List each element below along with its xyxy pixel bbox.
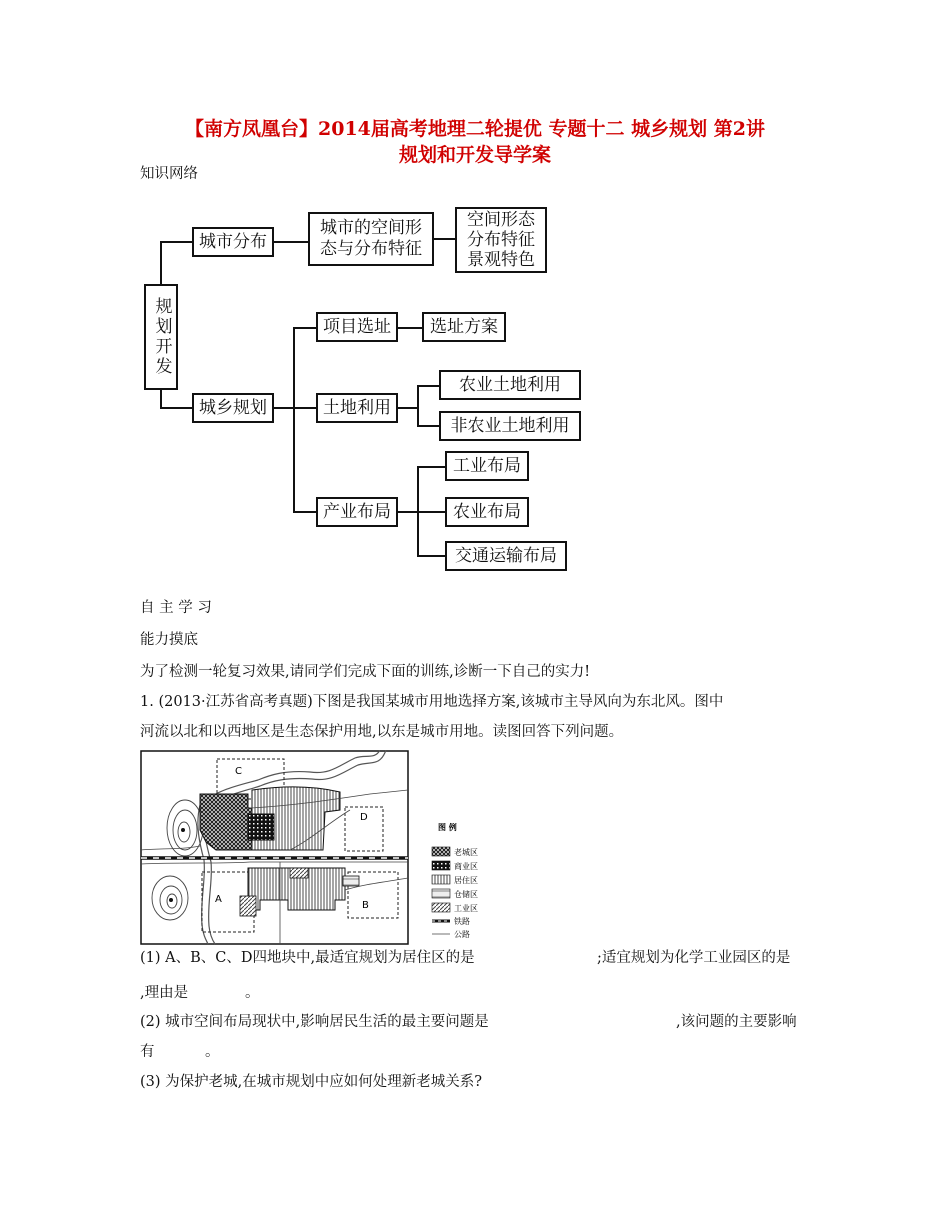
mindmap-node-industry-layout: 产业布局	[316, 497, 398, 527]
parcel-label-b: B	[362, 900, 369, 911]
mindmap-node-land-use: 土地利用	[316, 393, 398, 423]
q1-2-part-b: ,该问题的主要影响	[676, 1014, 797, 1030]
mindmap-node-nonagri-land: 非农业土地利用	[439, 411, 581, 441]
mindmap-node-transport: 交通运输布局	[445, 541, 567, 571]
mindmap-node-industrial: 工业布局	[445, 451, 529, 481]
doc-title-line1: 【南方凤凰台】2014届高考地理二轮提优 专题十二 城乡规划 第2讲	[185, 118, 765, 140]
mindmap-node-urban-rural-planning: 城乡规划	[192, 393, 274, 423]
q1-1-part-d: 。	[245, 985, 260, 1001]
mindmap-node-site-selection: 项目选址	[316, 312, 398, 342]
mindmap-node-agricultural: 农业布局	[445, 497, 529, 527]
q1-1-part-b: ;适宜规划为化学工业园区的是	[597, 950, 791, 966]
feature-item: 空间形态	[467, 210, 535, 230]
q1-3: (3) 为保护老城,在城市规划中应如何处理新老城关系?	[140, 1074, 483, 1090]
legend-residential: 居住区	[454, 876, 478, 885]
ability-heading: 能力摸底	[140, 632, 198, 648]
city-land-use-map	[140, 750, 520, 946]
q1-line2: 河流以北和以西地区是生态保护用地,以东是城市用地。读图回答下列问题。	[140, 724, 624, 740]
mindmap-node-site-plan: 选址方案	[422, 312, 506, 342]
mindmap-node-city-distribution: 城市分布	[192, 227, 274, 257]
parcel-label-c: C	[235, 766, 242, 777]
q1-1-part-c: ,理由是	[140, 985, 189, 1001]
mindmap-node-spatial-form: 城市的空间形态与分布特征	[308, 212, 434, 266]
legend-industrial: 工业区	[454, 904, 478, 913]
legend-road: 公路	[454, 930, 470, 939]
parcel-label-d: D	[360, 812, 368, 823]
q1-2-part-c: 有	[140, 1044, 155, 1060]
legend-commercial: 商业区	[454, 862, 478, 871]
self-study-heading: 自 主 学 习	[140, 600, 212, 616]
parcel-label-a: A	[215, 894, 222, 905]
map-legend	[432, 822, 478, 939]
legend-railway: 铁路	[454, 917, 470, 926]
q1-2-part-a: (2) 城市空间布局现状中,影响居民生活的最主要问题是	[140, 1014, 489, 1030]
intro-text: 为了检测一轮复习效果,请同学们完成下面的训练,诊断一下自己的实力!	[140, 664, 591, 680]
mindmap-root-node: 规划开发	[144, 284, 178, 390]
q1-2-part-d: 。	[205, 1044, 220, 1060]
mindmap-node-features	[455, 207, 547, 273]
section-network-label: 知识网络	[140, 166, 198, 182]
legend-old-city: 老城区	[454, 848, 478, 857]
doc-title-line2: 规划和开发导学案	[398, 144, 551, 166]
q1-1-part-a: (1) A、B、C、D四地块中,最适宜规划为居住区的是	[140, 950, 475, 966]
legend-warehouse: 仓储区	[454, 890, 478, 899]
feature-item: 分布特征	[467, 230, 535, 250]
legend-title: 图 例	[438, 823, 457, 832]
feature-item: 景观特色	[467, 250, 535, 270]
mindmap-node-agri-land: 农业土地利用	[439, 370, 581, 400]
q1-line1: 1. (2013·江苏省高考真题)下图是我国某城市用地选择方案,该城市主导风向为东北风。图中	[140, 694, 724, 710]
